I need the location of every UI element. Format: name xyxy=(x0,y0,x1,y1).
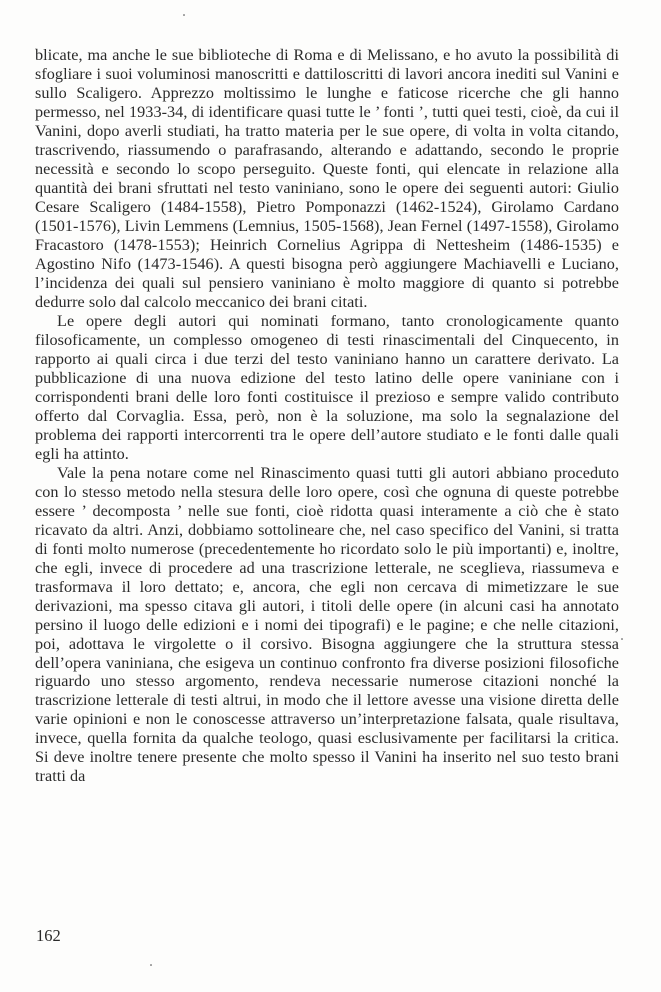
paragraph-1: blicate, ma anche le sue biblioteche di Roma e di Melissano, e ho avuto la possibilità di sfogliare i suoi voluminosi manoscritti e dattiloscritti di lavori ancora inediti sul Vanini e sullo Scaligero. Apprezzo moltissimo le lunghe e faticose ricerche che gli hanno permesso, nel 1933-34, di identificare quasi tutte le ’ fonti ’, tutti quei testi, cioè, da cui il Vanini, dopo averli studiati, ha tratto materia per le sue opere, di volta in volta citando, trascrivendo, riassumendo o parafrasando, alterando e adattando, secondo le proprie necessità e secondo lo scopo perseguito. Queste fonti, qui elencate in relazione alla quantità dei brani sfruttati nel testo vaniniano, sono le opere dei seguenti autori: Giulio Cesare Scaligero (1484-1558), Pietro Pomponazzi (1462-1524), Girolamo Cardano (1501-1576), Livin Lemmens (Lemnius, 1505-1568), Jean Fernel (1497-1558), Girolamo Fracastoro (1478-1553); Heinrich Cornelius Agrippa di Nettesheim (1486-1535) e Agostino Nifo (1473-1546). A questi bisogna però aggiungere Machiavelli e Luciano, l’incidenza dei quali sul pensiero vaniniano è molto maggiore di quanto si potrebbe dedurre solo dal calcolo meccanico dei brani citati. xyxy=(35,46,619,311)
paragraph-3: Vale la pena notare come nel Rinascimento quasi tutti gli autori abbiano proceduto con lo stesso metodo nella stesura delle loro opere, così che ognuna di queste potrebbe essere ’ decomposta ’ nelle sue fonti, cioè ridotta quasi interamente a ciò che è stato ricavato da altri. Anzi, dobbiamo sottolineare che, nel caso specifico del Vanini, si tratta di fonti molto numerose (precedentemente ho ricordato solo le più importanti) e, inoltre, che egli, invece di procedere ad una trascrizione letterale, ne sceglieva, riassumeva e trasformava il loro dettato; e, ancora, che egli non cercava di mimetizzare le sue derivazioni, ma spesso citava gli autori, i titoli delle opere (in alcuni casi ha annotato persino il luogo delle edizioni e i nomi dei tipografi) e le pagine; e che nelle citazioni, poi, adottava le virgolette o il corsivo. Bisogna aggiungere che la struttura stessa dell’opera vaniniana, che esigeva un continuo confronto fra diverse posizioni filosofiche riguardo uno stesso argomento, rendeva necessarie numerose citazioni nonché la trascrizione letterale di testi altrui, in modo che il lettore avesse una visione diretta delle varie opinioni e non le conoscesse attraverso un’interpretazione falsata, quale risultava, invece, quella fornita da qualche teologo, quasi esclusivamente per facilitarsi la critica. Si deve inoltre tenere presente che molto spesso il Vanini ha inserito nel suo testo brani tratti da xyxy=(35,463,619,786)
body-text xyxy=(35,46,619,786)
print-speck xyxy=(150,964,152,966)
print-speck xyxy=(621,638,623,640)
page-number: 162 xyxy=(36,926,61,945)
paragraph-2: Le opere degli autori qui nominati formano, tanto cronologicamente quanto filosoficamente, un complesso omogeneo di testi rinascimentali del Cinquecento, in rapporto ai quali circa i due terzi del testo vaniniano hanno un carattere derivato. La pubblicazione di una nuova edizione del testo latino delle opere vaniniane con i corrispondenti brani delle loro fonti costituisce il prezioso e sempre valido contributo offerto dal Corvaglia. Essa, però, non è la soluzione, ma solo la segnalazione del problema dei rapporti intercorrenti tra le opere dell’autore studiato e le fonti dalle quali egli ha attinto. xyxy=(35,311,619,463)
print-speck xyxy=(183,14,185,16)
